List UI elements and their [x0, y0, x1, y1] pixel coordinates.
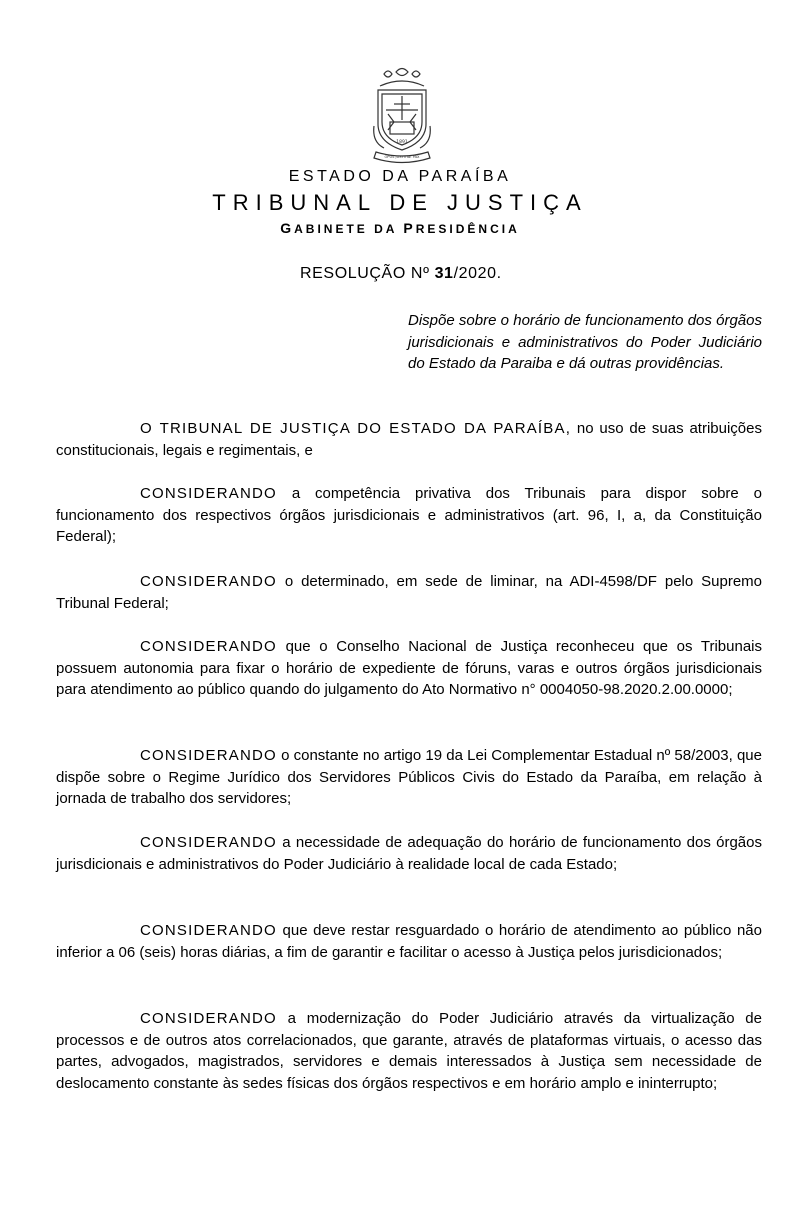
- considerando-paragraph-3: [56, 636, 762, 701]
- considerando-keyword: CONSIDERANDO: [140, 1010, 277, 1027]
- crest-motto: OPUS JUSTITIÆ PAX: [384, 155, 420, 159]
- considerando-paragraph-2: [56, 571, 762, 614]
- considerando-text: a competência privativa dos Tribunais para dispor sobre o funcionamento dos respectivos órgãos jurisdicionais e administrativos (art. 96, I, a, da Constituição Federal);: [56, 485, 762, 546]
- considerando-text: o determinado, em sede de liminar, na ADI-4598/DF pelo Supremo Tribunal Federal;: [56, 573, 762, 612]
- office-rest-2: RESIDÊNCIA: [415, 222, 520, 236]
- court-coat-of-arms-icon: [372, 64, 432, 174]
- preamble-text: no uso de suas atribuições constitucionais, legais e regimentais, e: [56, 420, 762, 459]
- crest-year: 1891: [396, 140, 408, 145]
- considerando-keyword: CONSIDERANDO: [140, 485, 277, 502]
- preamble-lead: O TRIBUNAL DE JUSTIÇA DO ESTADO DA PARAÍBA,: [140, 420, 572, 437]
- considerando-paragraph-7: [56, 1008, 762, 1094]
- resolution-number: 31: [434, 265, 454, 282]
- considerando-text: a necessidade de adequação do horário de funcionamento dos órgãos jurisdicionais e administrativos do Poder Judiciário à realidade local de cada Estado;: [56, 834, 762, 873]
- office-initial-2: P: [403, 220, 416, 236]
- resolution-prefix: RESOLUÇÃO Nº: [300, 265, 435, 282]
- preamble-paragraph: [56, 418, 762, 461]
- resolution-title: [300, 265, 502, 283]
- considerando-paragraph-5: [56, 832, 762, 875]
- considerando-keyword: CONSIDERANDO: [140, 747, 277, 764]
- considerando-text: que o Conselho Nacional de Justiça reconheceu que os Tribunais possuem autonomia para fixar o horário de expediente de fóruns, varas e outros órgãos jurisdicionais para atendimento ao público quando do julgamento do Ato Normativo n° 0004050-98.2020.2.00.0000;: [56, 638, 762, 699]
- considerando-keyword: CONSIDERANDO: [140, 834, 277, 851]
- state-name: ESTADO DA PARAÍBA: [288, 168, 512, 185]
- office-initial-1: G: [280, 220, 295, 236]
- considerando-text: a modernização do Poder Judiciário através da virtualização de processos e de outros atos correlacionados, que garante, através de plataformas virtuais, o acesso das partes, advogados, magistrados, servidores e demais interessados à Justiça sem necessidade de deslocamento constante às sedes físicas dos órgãos respectivos e em horário amplo e ininterrupto;: [56, 1010, 762, 1092]
- considerando-keyword: CONSIDERANDO: [140, 573, 277, 590]
- considerando-paragraph-1: [56, 483, 762, 548]
- considerando-paragraph-4: [56, 745, 762, 810]
- office-rest-1: ABINETE DA: [294, 222, 404, 236]
- considerando-keyword: CONSIDERANDO: [140, 638, 277, 655]
- considerando-keyword: CONSIDERANDO: [140, 922, 277, 939]
- court-name: TRIBUNAL DE JUSTIÇA: [212, 190, 588, 215]
- resolution-suffix: /2020.: [453, 265, 502, 282]
- considerando-text: o constante no artigo 19 da Lei Complementar Estadual nº 58/2003, que dispõe sobre o Regime Jurídico dos Servidores Públicos Civis do Estado da Paraíba, em relação à jornada de trabalho dos servidores;: [56, 747, 762, 808]
- resolution-summary: Dispõe sobre o horário de funcionamento dos órgãos jurisdicionais e administrativos do Poder Judiciário do Estado da Paraiba e dá outras providências.: [408, 312, 762, 372]
- considerando-paragraph-6: [56, 920, 762, 963]
- office-name: [0, 220, 800, 236]
- considerando-text: que deve restar resguardado o horário de atendimento ao público não inferior a 06 (seis) horas diárias, a fim de garantir e facilitar o acesso à Justiça pelos jurisdicionados;: [56, 922, 762, 961]
